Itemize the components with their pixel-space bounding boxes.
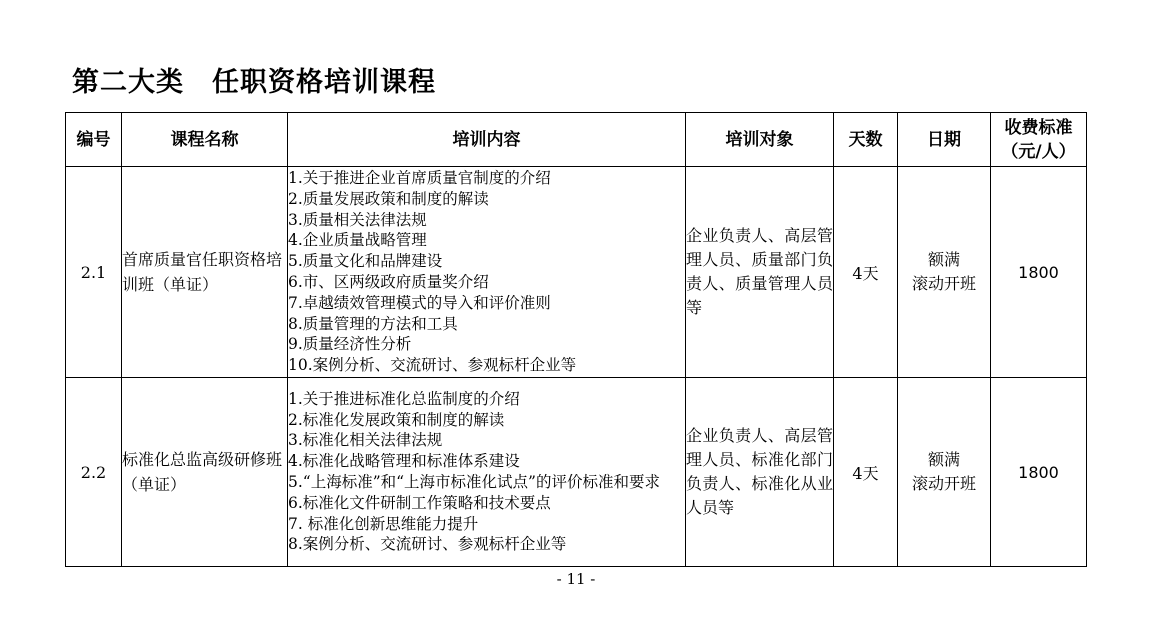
section-title: 第二大类 任职资格培训课程: [72, 67, 436, 98]
row-days: 4天: [834, 378, 898, 567]
content-item: 3.质量相关法律法规: [288, 210, 427, 229]
row-date: [898, 378, 991, 567]
content-item: 5.质量文化和品牌建设: [288, 252, 443, 271]
content-item: 4.企业质量战略管理: [288, 231, 427, 250]
row-fee: 1800: [991, 167, 1087, 378]
content-item: 2.标准化发展政策和制度的解读: [288, 410, 505, 429]
table-row: [66, 378, 1087, 567]
content-item: 1.关于推进企业首席质量官制度的介绍: [288, 169, 551, 188]
content-item: 7.卓越绩效管理模式的导入和评价准则: [288, 293, 551, 312]
content-item: 1.关于推进标准化总监制度的介绍: [288, 389, 520, 408]
row-name: 标准化总监高级研修班（单证）: [122, 378, 288, 567]
row-date-line1: 额满: [927, 250, 960, 269]
content-list: [288, 389, 685, 555]
row-date-line1: 额满: [927, 450, 960, 469]
content-item: 5.“上海标准”和“上海市标准化试点”的评价标准和要求: [288, 473, 660, 491]
header-fee-line1: 收费标准: [1004, 117, 1073, 138]
content-item: 3.标准化相关法律法规: [288, 431, 443, 450]
content-item: 4.标准化战略管理和标准体系建设: [288, 452, 520, 471]
content-item: 6.市、区两级政府质量奖介绍: [288, 273, 489, 291]
content-item: 6.标准化文件研制工作策略和技术要点: [288, 493, 551, 512]
content-item: 10.案例分析、交流研讨、参观标杆企业等: [288, 356, 577, 375]
content-item: 8.质量管理的方法和工具: [288, 314, 458, 333]
header-num: 编号: [66, 113, 122, 167]
header-days: 天数: [834, 113, 898, 167]
content-item: 9.质量经济性分析: [288, 335, 412, 354]
course-table: [65, 112, 1087, 567]
row-fee: 1800: [991, 378, 1087, 567]
header-target: 培训对象: [686, 113, 834, 167]
row-content: [288, 378, 686, 567]
row-date: [898, 167, 991, 378]
header-row: [66, 113, 1087, 167]
row-content: [288, 167, 686, 378]
header-date: 日期: [898, 113, 991, 167]
table-row: [66, 167, 1087, 378]
content-item: 2.质量发展政策和制度的解读: [288, 189, 489, 208]
row-num: 2.1: [66, 167, 122, 378]
content-item: 8.案例分析、交流研讨、参观标杆企业等: [288, 535, 567, 554]
row-name: 首席质量官任职资格培训班（单证）: [122, 167, 288, 378]
row-target: 企业负责人、高层管理人员、质量部门负责人、质量管理人员等: [686, 167, 834, 378]
page-number: - 11 -: [556, 570, 596, 588]
header-name: 课程名称: [122, 113, 288, 167]
header-fee: [991, 113, 1087, 167]
content-item: 7. 标准化创新思维能力提升: [288, 514, 479, 533]
row-days: 4天: [834, 167, 898, 378]
header-content: 培训内容: [288, 113, 686, 167]
row-date-line2: 滚动开班: [911, 474, 976, 493]
row-num: 2.2: [66, 378, 122, 567]
header-fee-line2: （元/人）: [1001, 141, 1076, 162]
content-list: [288, 168, 685, 376]
row-target: 企业负责人、高层管理人员、标准化部门负责人、标准化从业人员等: [686, 378, 834, 567]
row-date-line2: 滚动开班: [911, 274, 976, 293]
